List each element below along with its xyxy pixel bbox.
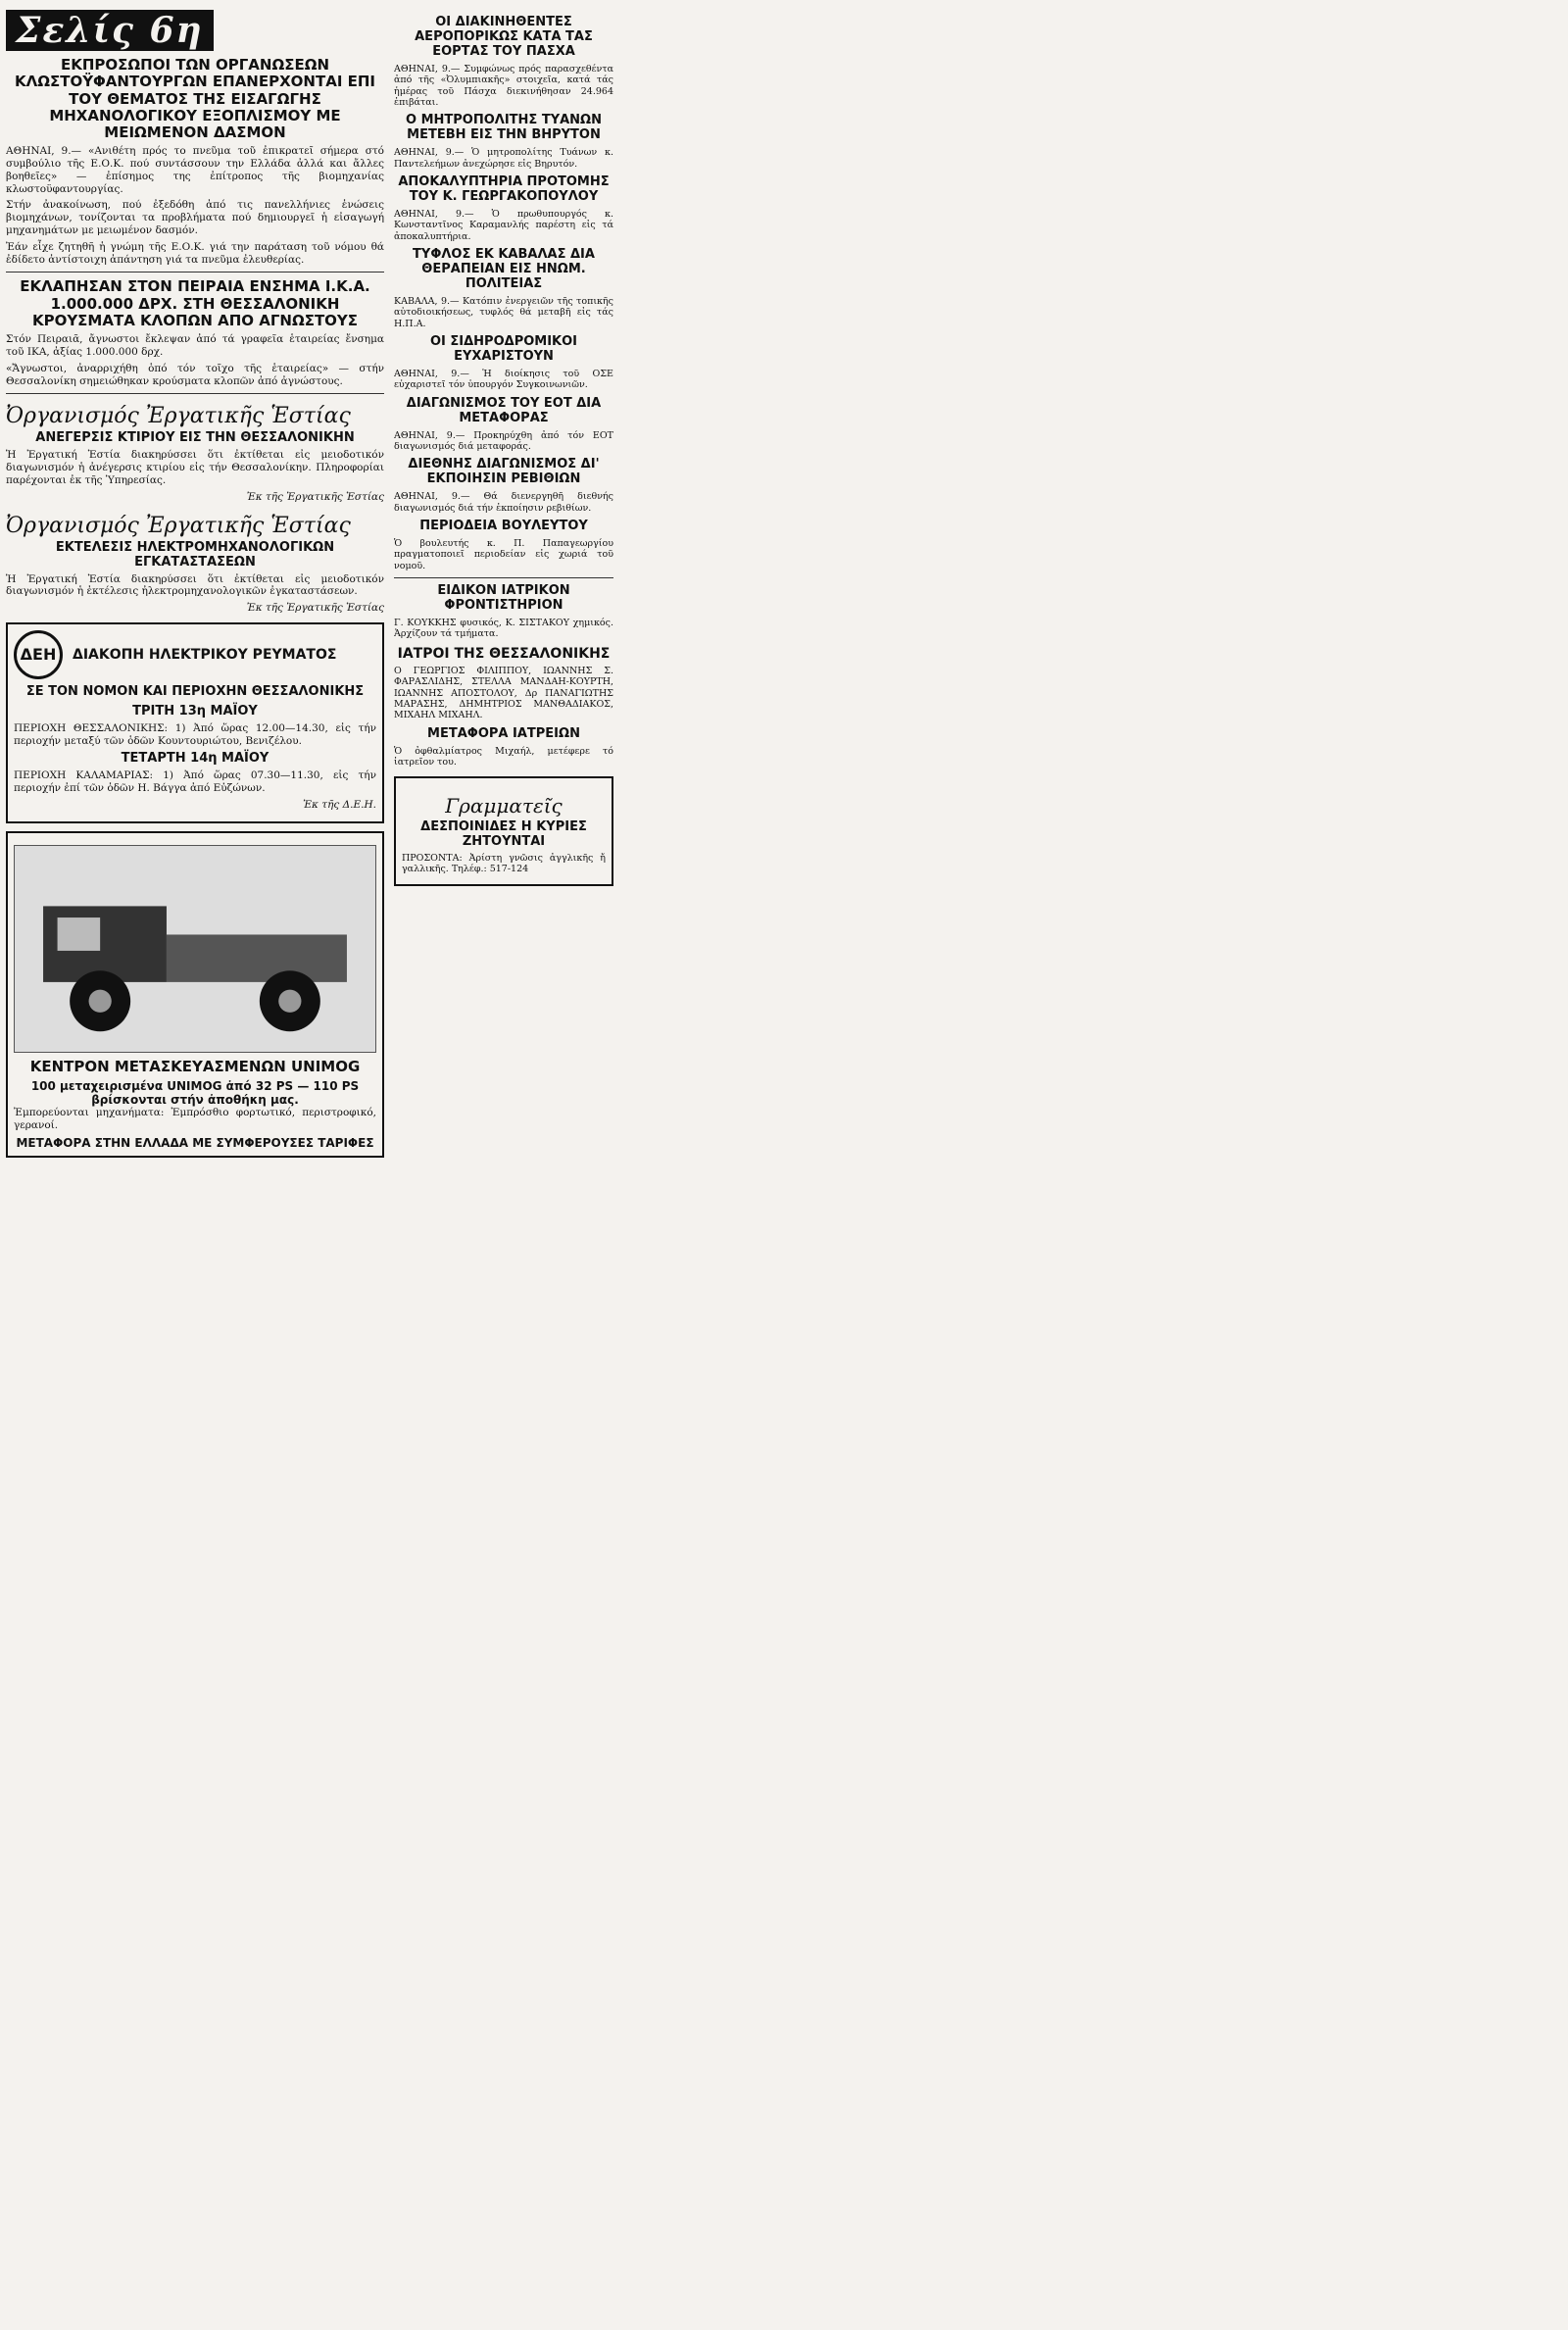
unimog-paragraph: Ἐμπορεύονται μηχανήματα: Ἐμπρόσθιο φορτωτικό, περιστροφικό, γερανοί. [14, 1107, 376, 1131]
notice-paragraph: Ἡ Ἐργατική Ἑστία διακηρύσσει ὅτι ἐκτίθεται εἰς μειοδοτικόν διαγωνισμόν ἡ ἀνέγερσις κτιρίου εἰς τήν Θεσσαλονίκην. Πληροφορίαι παρέχονται ἐκ τῆς Ὑπηρεσίας. [6, 449, 384, 486]
article-paragraph: ΑΘΗΝΑΙ, 9.— Συμφώνως πρός παρασχεθέντα ἀπό τῆς «Ὀλυμπιακῆς» στοιχεῖα, κατά τάς ἡμέρας τοῦ Πάσχα διεκινήθησαν 24.964 ἐπιβάται. [394, 63, 613, 108]
clinic-move-paragraph: Ὁ ὀφθαλμίατρος Μιχαήλ, μετέφερε τό ἰατρεῖον του. [394, 745, 613, 768]
page-tag: Σελίς 6η [6, 10, 214, 51]
left-column [6, 10, 384, 1165]
truck-icon [15, 846, 375, 1052]
dea-paragraph: ΠΕΡΙΟΧΗ ΚΑΛΑΜΑΡΙΑΣ: 1) Ἀπό ὥρας 07.30—11.30, εἰς τήν περιοχήν ἐπί τῶν ὁδῶν Η. Βάγγα ἀπό Εὐζώνων. [14, 769, 376, 795]
unimog-ad [6, 831, 384, 1158]
secretaries-ad [394, 776, 613, 887]
article-paragraph: ΑΘΗΝΑΙ, 9.— Ἡ διοίκησις τοῦ ΟΣΕ εὐχαριστεῖ τόν ὑπουργόν Συγκοινωνιῶν. [394, 368, 613, 391]
divider [394, 577, 613, 578]
article-title: Ο ΜΗΤΡΟΠΟΛΙΤΗΣ ΤΥΑΝΩΝ ΜΕΤΕΒΗ ΕΙΣ ΤΗΝ ΒΗΡΥΤΟΝ [406, 113, 602, 143]
article-title: ΔΙΑΓΩΝΙΣΜΟΣ ΤΟΥ ΕΟΤ ΔΙΑ ΜΕΤΑΦΟΡΑΣ [406, 395, 602, 425]
article-title: ΑΠΟΚΑΛΥΠΤΗΡΙΑ ΠΡΟΤΟΜΗΣ ΤΟΥ Κ. ΓΕΩΡΓΑΚΟΠΟΥΛΟΥ [398, 174, 610, 204]
article-paragraph: ΚΑΒΑΛΑ, 9.— Κατόπιν ἐνεργειῶν τῆς τοπικῆς αὐτοδιοικήσεως, τυφλός θά μεταβῆ εἰς τάς Η.Π.Α. [394, 295, 613, 329]
unimog-truck-image [14, 845, 376, 1053]
article-paragraph: ΑΘΗΝΑΙ, 9.— Ὁ πρωθυπουργός κ. Κωνσταντῖνος Καραμανλής παρέστη εἰς τά ἀποκαλυπτήρια. [394, 208, 613, 242]
article-title-ika-thefts: ΕΚΛΑΠΗΣΑΝ ΣΤΟΝ ΠΕΙΡΑΙΑ ΕΝΣΗΜΑ Ι.Κ.Α. 1.000.000 ΔΡΧ. ΣΤΗ ΘΕΣΣΑΛΟΝΙΚΗ ΚΡΟΥΣΜΑΤΑ ΚΛΟΠΩΝ ΑΠΟ ΑΓΝΩΣΤΟΥΣ [20, 277, 370, 329]
article-paragraph: Ὁ βουλευτής κ. Π. Παπαγεωργίου πραγματοποιεῖ περιοδείαν εἰς χωριά τοῦ νομοῦ. [394, 537, 613, 571]
article-paragraph: ΑΘΗΝΑΙ, 9.— «Ανιθέτη πρός το πνεῦμα τοῦ ἐπικρατεῖ σήμερα στό συμβούλιο τῆς Ε.Ο.Κ. πού συντάσσουν την Ελλάδα ἀλλά και ἄλλες βοηθεῖες» — ἐπίσημος της ἐπίτροπος τῆς βιομηχανίας κλωστοϋφαντουργίας. [6, 145, 384, 195]
article-paragraph: Στόν Πειραιᾶ, ἄγνωστοι ἔκλεψαν ἀπό τά γραφεῖα ἑταιρείας ἔνσημα τοῦ ΙΚΑ, ἀξίας 1.000.000 δρχ. [6, 333, 384, 358]
article-paragraph: ΑΘΗΝΑΙ, 9.— Προκηρύχθη ἀπό τόν ΕΟΤ διαγωνισμός διά μεταφοράς. [394, 429, 613, 452]
dea-logo: ΔΕΗ [14, 630, 63, 679]
article-title: ΠΕΡΙΟΔΕΙΑ ΒΟΥΛΕΥΤΟΥ [419, 519, 588, 534]
dea-heading: ΔΙΑΚΟΠΗ ΗΛΕΚΤΡΙΚΟΥ ΡΕΥΜΑΤΟΣ [73, 646, 337, 663]
notice-subtitle: ΑΝΕΓΕΡΣΙΣ ΚΤΙΡΙΟΥ ΕΙΣ ΤΗΝ ΘΕΣΣΑΛΟΝΙΚΗΝ [35, 430, 355, 446]
article-paragraph: «Ἄγνωστοι, ἀναρριχήθη ὁπό τόν τοῖχο τῆς ἑταιρείας» — στήν Θεσσαλονίκη σημειώθηκαν κρούσματα κλοπῶν ἀπό ἀγνώστους. [6, 362, 384, 387]
tutoring-paragraph: Γ. ΚΟΥΚΚΗΣ φυσικός, Κ. ΣΙΣΤΑΚΟΥ χημικός. Ἀρχίζουν τά τμήματα. [394, 618, 613, 640]
article-paragraph: Στήν ἀνακοίνωση, πού ἐξεδόθη ἀπό τις πανελλήνιες ἑνώσεις βιομηχάνων, τονίζονται τα προβλήματα πού δημιουργεῖ ἡ εἰσαγωγή μηχανημάτων με μειωμένον δασμόν. [6, 199, 384, 237]
tutoring-title: ΕΙΔΙΚΟΝ ΙΑΤΡΙΚΟΝ ΦΡΟΝΤΙΣΤΗΡΙΟΝ [437, 583, 570, 614]
secretaries-paragraph: ΠΡΟΣΟΝΤΑ: Ἀρίστη γνῶσις ἀγγλικῆς ἤ γαλλικῆς. Τηλέφ.: 517-124 [402, 852, 606, 874]
dea-signature: Ἐκ τῆς Δ.Ε.Η. [303, 799, 376, 812]
secretaries-subtitle: ΔΕΣΠΟΙΝΙΔΕΣ Η ΚΥΡΙΕΣ ΖΗΤΟΥΝΤΑΙ [420, 818, 587, 849]
article-title: ΔΙΕΘΝΗΣ ΔΙΑΓΩΝΙΣΜΟΣ ΔΙ' ΕΚΠΟΙΗΣΙΝ ΡΕΒΙΘΙΩΝ [408, 457, 600, 487]
doctors-list: Ο ΓΕΩΡΓΙΟΣ ΦΙΛΙΠΠΟΥ, ΙΩΑΝΝΗΣ Σ. ΦΑΡΑΣΛΙΔΗΣ, ΣΤΕΛΛΑ ΜΑΝΔΑΗ-ΚΟΥΡΤΗ, ΙΩΑΝΝΗΣ ΑΠΟΣΤΟΛΟΥ, Δρ ΠΑΝΑΓΙΩΤΗΣ ΜΑΡΑΣΗΣ, ΔΗΜΗΤΡΙΟΣ ΜΑΝΘΑΔΙΑΚΟΣ, ΜΙΧΑΗΛ ΜΙΧΑΗΛ. [394, 665, 613, 721]
dea-day: ΤΕΤΑΡΤΗ 14η ΜΑΪΟΥ [121, 751, 270, 767]
notice-signature: Ἐκ τῆς Ἐργατικῆς Ἑστίας [246, 602, 384, 615]
article-paragraph: Ἐάν εἶχε ζητηθῆ ἡ γνώμη τῆς Ε.Ο.Κ. γιά την παράταση τοῦ νόμου θά ἐδίδετο ἀντίστοιχη ἀπάντηση γιά τα πνεῦμα ἐλευθερίας. [6, 240, 384, 266]
dea-subheading: ΣΕ ΤΟΝ ΝΟΜΟΝ ΚΑΙ ΠΕΡΙΟΧΗΝ ΘΕΣΣΑΛΟΝΙΚΗΣ [25, 683, 365, 699]
clinic-move-title: ΜΕΤΑΦΟΡΑ ΙΑΤΡΕΙΩΝ [427, 725, 580, 741]
article-title: ΟΙ ΣΙΔΗΡΟΔΡΟΜΙΚΟΙ ΕΥΧΑΡΙΣΤΟΥΝ [429, 334, 578, 364]
doctors-title: ΙΑΤΡΟΙ ΤΗΣ ΘΕΣΣΑΛΟΝΙΚΗΣ [397, 645, 611, 662]
unimog-title: ΚΕΝΤΡΟΝ ΜΕΤΑΣΚΕΥΑΣΜΕΝΩΝ UNIMOG [29, 1057, 361, 1075]
dea-power-cut-notice [6, 622, 384, 823]
notice-subtitle: ΕΚΤΕΛΕΣΙΣ ΗΛΕΚΤΡΟΜΗΧΑΝΟΛΟΓΙΚΩΝ ΕΓΚΑΤΑΣΤΑΣΕΩΝ [55, 539, 335, 570]
notice-org-title: Ὀργανισμός Ἐργατικῆς Ἑστίας [6, 513, 351, 538]
dea-paragraph: ΠΕΡΙΟΧΗ ΘΕΣΣΑΛΟΝΙΚΗΣ: 1) Ἀπό ὥρας 12.00—14.30, εἰς τήν περιοχήν μεταξύ τῶν ὁδῶν Κουντουριώτου, Βενιζέλου. [14, 721, 376, 747]
notice-paragraph: Ἡ Ἐργατική Ἑστία διακηρύσσει ὅτι ἐκτίθεται εἰς μειοδοτικόν διαγωνισμόν ἡ ἐκτέλεσις ἠλεκτρομηχανολογικῶν ἐγκαταστάσεων. [6, 572, 384, 598]
unimog-line: 100 μεταχειρισμένα UNIMOG ἀπό 32 PS — 110 PS βρίσκονται στήν ἀποθήκη μας. [30, 1079, 360, 1108]
article-paragraph: ΑΘΗΝΑΙ, 9.— Θά διενεργηθῆ διεθνής διαγωνισμός διά τήν ἐκποίησιν ρεβιθίων. [394, 491, 613, 514]
secretaries-title: Γραμματεῖς [445, 793, 563, 818]
dea-day: ΤΡΙΤΗ 13η ΜΑΪΟΥ [132, 703, 258, 719]
unimog-footer: ΜΕΤΑΦΟΡΑ ΣΤΗΝ ΕΛΛΑΔΑ ΜΕ ΣΥΜΦΕΡΟΥΣΕΣ ΤΑΡΙΦΕΣ [16, 1135, 374, 1150]
divider [6, 272, 384, 273]
middle-column [394, 10, 613, 894]
article-title-textile: ΕΚΠΡΟΣΩΠΟΙ ΤΩΝ ΟΡΓΑΝΩΣΕΩΝ ΚΛΩΣΤΟΫΦΑΝΤΟΥΡΓΩΝ ΕΠΑΝΕΡΧΟΝΤΑΙ ΕΠΙ ΤΟΥ ΘΕΜΑΤΟΣ ΤΗΣ ΕΙΣΑΓΩΓΗΣ ΜΗΧΑΝΟΛΟΓΙΚΟΥ ΕΞΟΠΛΙΣΜΟΥ ΜΕ ΜΕΙΩΜΕΝΟΝ ΔΑΣΜΟΝ [14, 56, 375, 141]
article-title: ΤΥΦΛΟΣ ΕΚ ΚΑΒΑΛΑΣ ΔΙΑ ΘΕΡΑΠΕΙΑΝ ΕΙΣ ΗΝΩΜ. ΠΟΛΙΤΕΙΑΣ [413, 247, 595, 291]
article-title: ΟΙ ΔΙΑΚΙΝΗΘΕΝΤΕΣ ΑΕΡΟΠΟΡΙΚΩΣ ΚΑΤΑ ΤΑΣ ΕΟΡΤΑΣ ΤΟΥ ΠΑΣΧΑ [415, 15, 593, 59]
divider [6, 393, 384, 394]
notice-signature: Ἐκ τῆς Ἐργατικῆς Ἑστίας [246, 490, 384, 503]
article-paragraph: ΑΘΗΝΑΙ, 9.— Ὁ μητροπολίτης Τυάνων κ. Παντελεήμων ἀνεχώρησε εἰς Βηρυτόν. [394, 147, 613, 170]
notice-org-title: Ὀργανισμός Ἐργατικῆς Ἑστίας [6, 404, 351, 429]
